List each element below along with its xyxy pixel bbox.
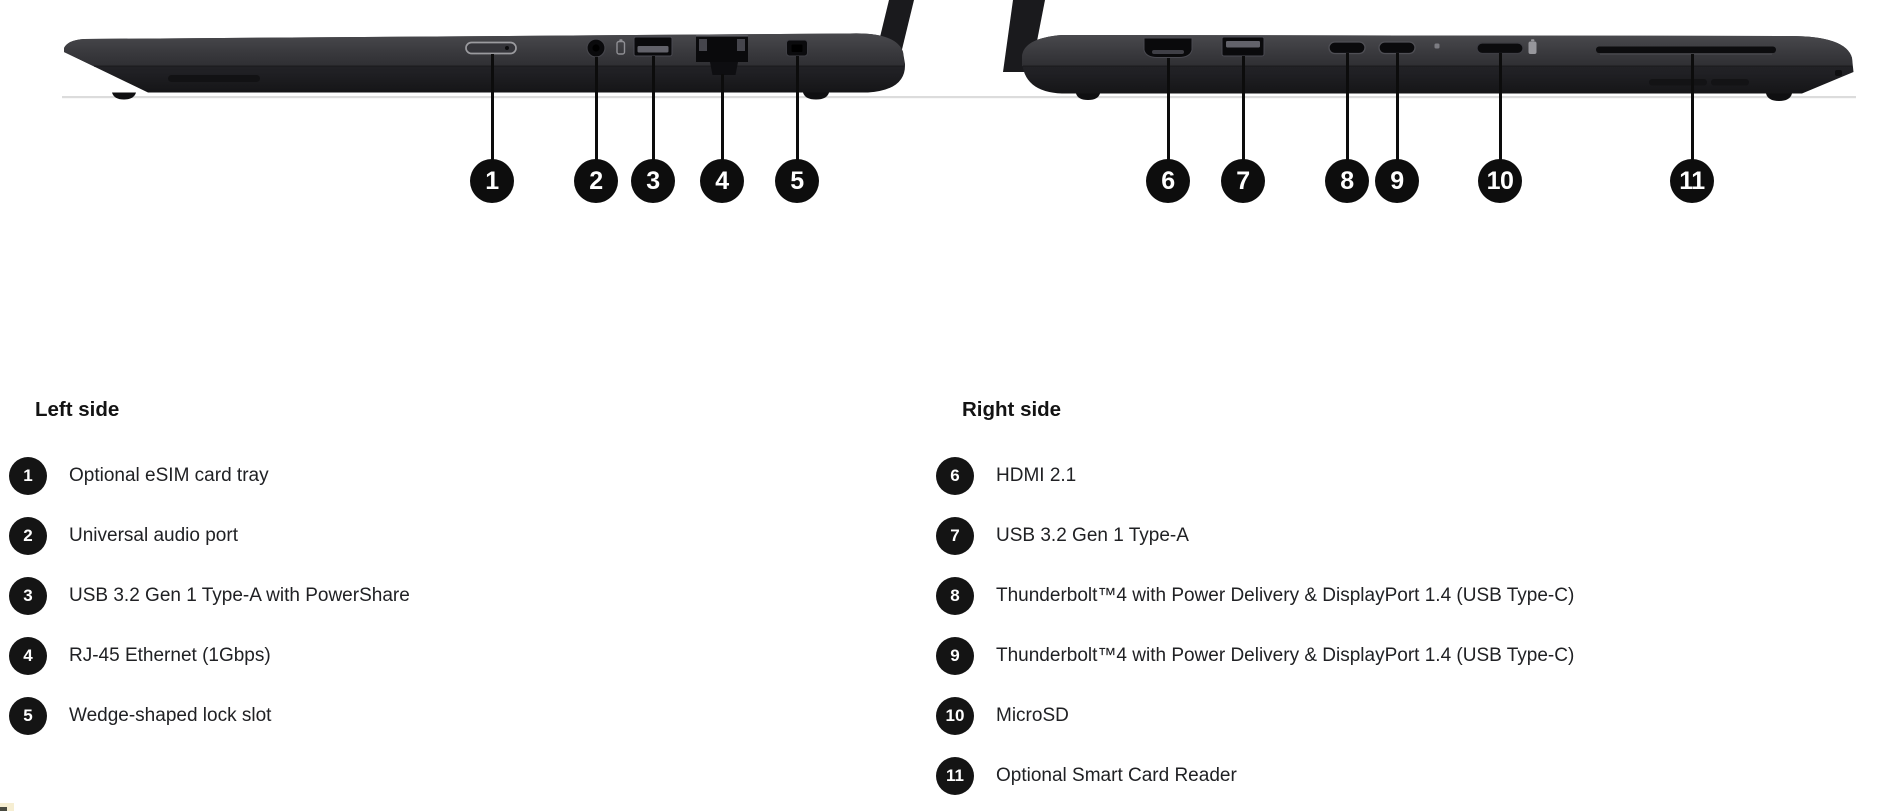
- usb-a-port-powershare: [634, 37, 672, 56]
- item-label: Thunderbolt™4 with Power Delivery & DisplayPort 1.4 (USB Type-C): [996, 645, 1575, 666]
- callout-line-7: [1242, 56, 1245, 164]
- item-label: USB 3.2 Gen 1 Type-A: [996, 525, 1189, 546]
- callout-badge-6: [1146, 159, 1190, 203]
- front-foot: [112, 93, 136, 100]
- callout-line-8: [1346, 53, 1349, 164]
- callout-line-6: [1167, 58, 1170, 164]
- item-number-badge: 3: [9, 577, 47, 615]
- item-label: Universal audio port: [69, 525, 238, 546]
- callout-line-9: [1396, 53, 1399, 164]
- callout-badge-2: [574, 159, 618, 203]
- status-led: [1435, 44, 1440, 49]
- legend-right-heading: Right side: [962, 398, 1062, 421]
- legend-item-5: [9, 697, 410, 735]
- item-label: Optional eSIM card tray: [69, 465, 269, 486]
- callout-badge-10: [1478, 159, 1522, 203]
- callout-number: 6: [1161, 166, 1175, 195]
- rear-foot: [1076, 94, 1100, 101]
- legend-item-10: [936, 697, 1574, 735]
- item-label: HDMI 2.1: [996, 465, 1077, 486]
- item-number-badge: 9: [936, 637, 974, 675]
- side-notch: [1835, 70, 1842, 76]
- callout-badge-11: [1670, 159, 1714, 203]
- callout-line-5: [796, 56, 799, 164]
- legend-item-11: [936, 757, 1574, 795]
- item-label: Wedge-shaped lock slot: [69, 705, 272, 726]
- item-number-badge: 8: [936, 577, 974, 615]
- callout-number: 7: [1236, 166, 1250, 195]
- hdmi-port: [1144, 38, 1192, 58]
- callout-number: 1: [485, 166, 499, 195]
- item-number-badge: 5: [9, 697, 47, 735]
- corner-artifact-dot: [0, 807, 7, 811]
- callout-number: 11: [1679, 166, 1705, 195]
- item-label: RJ-45 Ethernet (1Gbps): [69, 645, 271, 666]
- ground-line: [62, 96, 1856, 98]
- legend-item-1: [9, 457, 410, 495]
- legend-right-rows: [936, 457, 1574, 795]
- item-number-badge: 1: [9, 457, 47, 495]
- laptop-right-view: [1003, 0, 1854, 101]
- callout-number: 3: [646, 166, 660, 195]
- callout-number: 2: [589, 166, 603, 195]
- item-number-badge: 10: [936, 697, 974, 735]
- legend-item-7: [936, 517, 1574, 555]
- microsd-slot: [1477, 43, 1523, 54]
- speaker-vent: [168, 75, 260, 82]
- legend-item-8: [936, 577, 1574, 615]
- callout-badge-9: [1375, 159, 1419, 203]
- corner-artifact: [0, 803, 14, 811]
- callout-badge-8: [1325, 159, 1369, 203]
- laptop-side-views: [0, 0, 1882, 215]
- callout-line-1: [491, 54, 494, 164]
- callout-line-10: [1499, 53, 1502, 164]
- band-seam: [94, 65, 904, 66]
- item-label: USB 3.2 Gen 1 Type-A with PowerShare: [69, 585, 410, 606]
- item-number-badge: 2: [9, 517, 47, 555]
- wedge-lock-slot: [787, 40, 808, 56]
- item-label: Optional Smart Card Reader: [996, 765, 1237, 786]
- legend-right-side: [936, 398, 1574, 795]
- item-label: Thunderbolt™4 with Power Delivery & DisplayPort 1.4 (USB Type-C): [996, 585, 1575, 606]
- legend-item-4: [9, 637, 410, 675]
- callout-number: 4: [715, 166, 729, 195]
- usb-c-port-1: [1329, 42, 1365, 54]
- callout-number: 5: [790, 166, 804, 195]
- audio-port: [587, 39, 605, 57]
- laptop-left-view: [64, 0, 914, 100]
- callout-line-11: [1691, 54, 1694, 164]
- callout-badge-3: [631, 159, 675, 203]
- usb-a-port: [1222, 37, 1264, 56]
- callout-number: 8: [1340, 166, 1354, 195]
- callout-number: 10: [1486, 166, 1514, 195]
- legend-item-3: [9, 577, 410, 615]
- callout-line-2: [595, 57, 598, 164]
- esim-tray-slot: [466, 43, 516, 54]
- legend-left-side: [9, 398, 410, 735]
- item-number-badge: 11: [936, 757, 974, 795]
- callout-badge-1: [470, 159, 514, 203]
- callout-badge-7: [1221, 159, 1265, 203]
- callout-line-3: [652, 56, 655, 164]
- item-number-badge: 6: [936, 457, 974, 495]
- front-foot: [1766, 94, 1792, 102]
- usb-c-port-2: [1379, 42, 1415, 54]
- bottom-vent: [1649, 79, 1749, 86]
- legend-item-2: [9, 517, 410, 555]
- rear-foot: [803, 93, 829, 100]
- band-seam: [1023, 65, 1852, 66]
- callout-badge-4: [700, 159, 744, 203]
- callout-number: 9: [1390, 166, 1404, 195]
- item-number-badge: 4: [9, 637, 47, 675]
- legend-item-6: [936, 457, 1574, 495]
- item-label: MicroSD: [996, 705, 1069, 726]
- item-number-badge: 7: [936, 517, 974, 555]
- legend-left-heading: Left side: [35, 398, 120, 421]
- callout-badge-5: [775, 159, 819, 203]
- legend-item-9: [936, 637, 1574, 675]
- legend-left-rows: [9, 457, 410, 735]
- callout-line-4: [721, 74, 724, 164]
